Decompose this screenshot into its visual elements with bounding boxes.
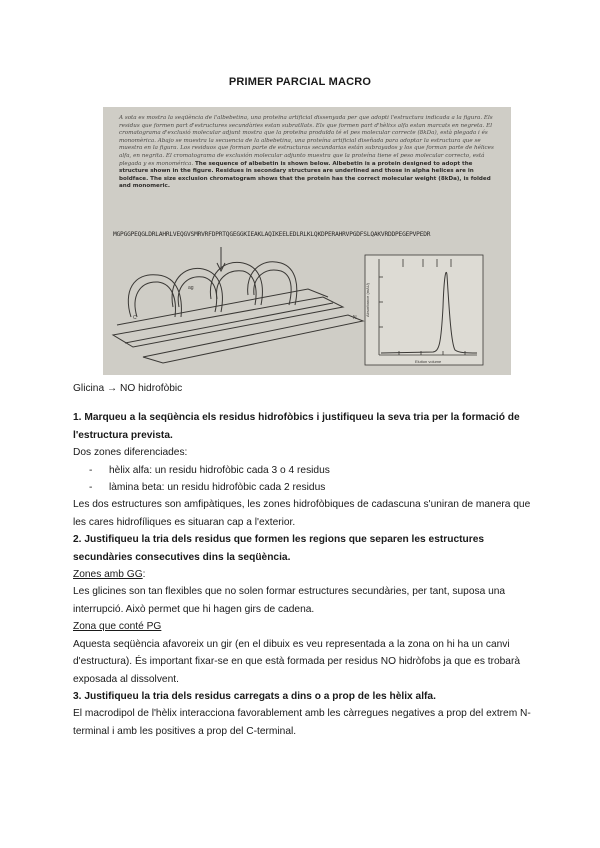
q1-list xyxy=(73,462,533,497)
list-item-text: hèlix alfa: un residu hidrofòbic cada 3 o 4 residus xyxy=(109,464,330,476)
svg-text:Elution volume: Elution volume xyxy=(415,359,442,364)
question-2: 2. Justifiqueu la tria dels residus que formen les regions que separen les estructures secundàries consecutives dins la seqüència. xyxy=(73,534,485,563)
gg-heading-colon: : xyxy=(142,569,146,581)
caption-spanish: Abajo se muestra la secuencia de la albebetina, una proteína artificial diseñada para adoptar la estructura que se muestra en la figura. Los residuos que forman parte de estructuras secundarias están subrayados y los que forman parte de hélices alfa, en negrita. El cromatograma de exclusión molecular adjunto muestra que la proteína tiene el peso molecular correcto, está plegada y es monomérica. xyxy=(119,137,494,167)
svg-text:Absorbance (mAU): Absorbance (mAU) xyxy=(365,282,370,317)
q1-lead: Dos zones diferenciades: xyxy=(73,447,188,459)
list-item: - hèlix alfa: un residu hidrofòbic cada 3 o 4 residus xyxy=(89,464,330,476)
svg-text:ag: ag xyxy=(188,285,194,291)
caption-english: The sequence of albebetin is shown below. Albebetin is a protein designed to adopt the structure shown in the figure. Residues in secondary structures are underlined and those in alpha helices are in boldface. The size exclusion chromatogram shows that the protein has the correct molecular weight (8kDa), is folded and monomeric. xyxy=(119,160,491,190)
q3-answer: El macrodipol de l'hèlix interacciona favorablement amb les càrregues negatives a prop del extrem N-terminal i amb les positives a prop del C-terminal. xyxy=(73,708,531,737)
list-item: - làmina beta: un residu hidrofòbic cada 2 residus xyxy=(89,482,326,494)
protein-sequence: MGPGGPEQGLDRLAHRLVEQGVSMRVRFDPRTQGEGGKIEAKLAQIKEELEDLRLKLQKDPERAHRVPGDFSLQAKVRDDPEGEPVPEDR xyxy=(113,231,431,238)
gg-text: Les glicines son tan flexibles que no solen formar estructures secundàries, per tant, suposa una interrupció. Això permet que hi hagen girs de cadena. xyxy=(73,586,506,615)
q1-conclusion: Les dos estructures son amfipàtiques, les zones hidrofòbiques de cadascuna s'uniran de manera que les cares hidrofíliques es situaran cap a l'exterior. xyxy=(73,499,531,528)
caption-catalan: A sota es mostra la seqüència de l'albebetina, una proteïna artificial dissenyada per que adopti l'estructura indicada a la figura. Els residus que formen part d'estructures secundàries estan subratllats. Els que formen part d'hèlixs alfa estan marcats en negreta. El cromatograma d'exclusió molecular adjunt mostra que la proteïna produïda té el pes molecular correcte (8kDa), està plegada i és monomèrica. xyxy=(119,115,493,144)
figure-drawings xyxy=(103,107,511,375)
question-3: 3. Justifiqueu la tria dels residus carregats a dins o a prop de les hèlix alfa. xyxy=(73,690,436,702)
answer-content xyxy=(73,380,533,740)
question-1: 1. Marqueu a la seqüència els residus hidrofòbics i justifiqueu la seva tria per la formació de l'estructura prevista. xyxy=(73,412,520,441)
svg-text:N: N xyxy=(353,315,357,321)
chromatogram-plot xyxy=(365,255,483,365)
list-item-text: làmina beta: un residu hidrofòbic cada 2 residus xyxy=(109,482,326,494)
pg-text: Aquesta seqüència afavoreix un gir (en el dibuix es veu representada a la zona on hi ha un canvi d'estructura). És important fixar-se en que està formada per residus NO hidròfobs ja que es trobarà exposada al dissolvent. xyxy=(73,638,521,685)
svg-text:C: C xyxy=(133,315,137,321)
glycine-note: Glicina → NO hidrofòbic xyxy=(73,383,183,394)
gg-heading: Zones amb GG xyxy=(73,569,143,581)
gg-heading-line xyxy=(73,566,533,583)
pg-heading: Zona que conté PG xyxy=(73,621,162,633)
scanned-figure xyxy=(103,107,511,375)
page-title: PRIMER PARCIAL MACRO xyxy=(228,76,372,88)
protein-structure-drawing xyxy=(113,247,363,363)
